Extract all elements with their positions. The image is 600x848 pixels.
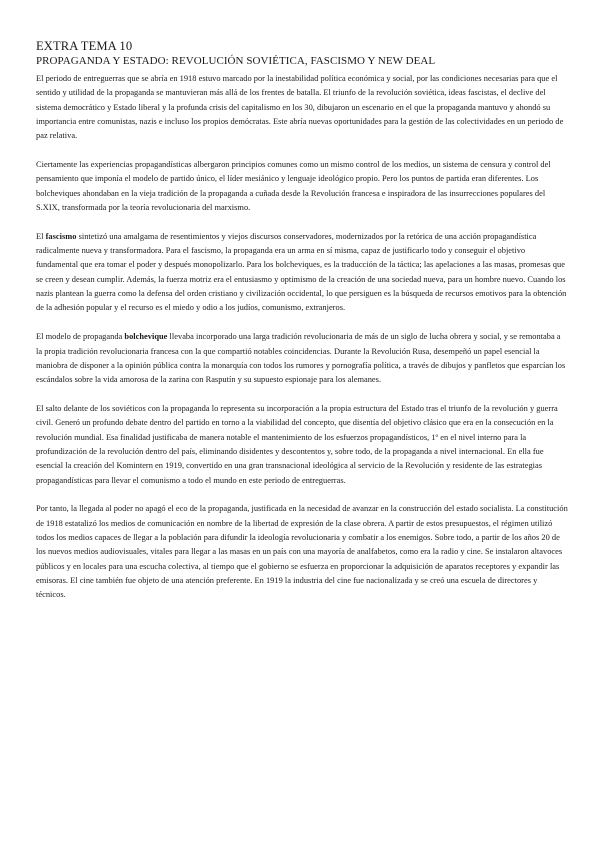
paragraph-text: llevaba incorporado una larga tradición revolucionaria de más de un siglo de lucha obrera y social, y se remontaba a la propia tradición revolucionaria francesa con la que compartió notables coincidencias. Durante la Revolución Rusa, desempeñó un papel esencial la maniobra de disponer a la opinión pública contra la monarquía con todos los rumores y pornografía política, a través de dibujos y panfletos que esparcían los escándalos sobre la vida amorosa de la zarina con Rasputín y su supuesto espionaje para los alemanes. <box>36 332 566 385</box>
paragraph-llegada-poder <box>36 502 568 602</box>
paragraph-text: sintetizó una amalgama de resentimientos y viejos discursos conservadores, modernizados por la retórica de una acción propagandística radicalmente nueva y transformadora. Para el fascismo, la propaganda era un arma en sí misma, capaz de justificarlo todo y conseguir el objetivo fundamental que era tomar el poder y después monopolizarlo. Para los bolcheviques, es la traducción de la táctica; las apelaciones a las masas, promesas que se creen y desean cumplir. Además, la fuerza motriz era el entusiasmo y optimismo de la creación de una sociedad nueva, para un hombre nuevo. Cuando los nazis plantean la guerra como la defensa del orden cristiano y civilización occidental, lo que persiguen es la búsqueda de recursos emotivos para la obtención de la adhesión popular y el recurso es el miedo y odio a los judíos, comunismo, extranjeros. <box>36 231 567 313</box>
document-subtitle: PROPAGANDA Y ESTADO: REVOLUCIÓN SOVIÉTICA, FASCISMO Y NEW DEAL <box>36 55 436 67</box>
document-page <box>36 38 568 617</box>
paragraph-text: El modelo de propaganda <box>36 332 125 342</box>
paragraph-experiencias <box>36 158 568 215</box>
paragraph-salto-sovietico <box>36 402 568 488</box>
paragraph-text: Por tanto, la llegada al poder no apagó el eco de la propaganda, justificada en la necesidad de avanzar en la construcción del estado socialista. La constitución de 1918 estatalizó los medios de comunicación en nombre de la libertad de expresión de la clase obrera. A partir de estos presupuestos, el régimen utilizó todos los medios capaces de llegar a la población para difundir la ideología revolucionaria y combatir a los enemigos. Sobre todo, a partir de los años 20 de los nuevos medios audiovisuales, vitales para llegar a las masas en un país con una mayoría de analfabetos, como era la radio y cine. Se instalaron altavoces públicos y en locales para una escucha colectiva, al tiempo que el gobierno se esfuerza en proporcionar la adquisición de aparatos receptores y expandir las emisoras. El cine también fue objeto de una atención preferente. En 1919 la industria del cine fue nacionalizada y se creó una escuela de directores y técnicos. <box>36 504 568 600</box>
paragraph-text: El <box>36 231 46 241</box>
paragraph-text: Ciertamente las experiencias propagandísticas albergaron principios comunes como un mismo control de los medios, un sistema de censura y control del pensamiento que imponía el modelo de partido único, el líder mesiánico y lenguaje ideológico propio. Pero los puntos de partida eran diferentes. Los bolcheviques ahondaban en la vieja tradición de la propaganda a cuñada desde la Revolución francesa e inspiradora de las insurrecciones populares del S.XIX, transformada por la teoría revolucionaria del marxismo. <box>36 160 551 212</box>
paragraph-fascismo <box>36 230 568 316</box>
paragraph-text: El salto delante de los soviéticos con la propaganda lo representa su incorporación a la propia estructura del Estado tras el triunfo de la revolución y guerra civil. Generó un profundo debate dentro del partido en torno a la viabilidad del concepto, que disentía del objetivo clásico que era en la consecución en la revolución mundial. Esa finalidad justificaba de manera notable el mantenimiento de los esfuerzos propagandísticos, 1º en el nivel interno para la profundización de la revolución dentro del país, eliminando disidentes y descontentos y, sobre todo, de la propaganda a nivel internacional. En ella fue esencial la creación del Komintern en 1919, convertido en una gran transnacional ideológica al servicio de la Revolución y residente de las estrategias propagandísticas para llevar el comunismo a todo el mundo en este periodo de entreguerras. <box>36 404 558 485</box>
paragraph-text: El periodo de entreguerras que se abría en 1918 estuvo marcado por la inestabilidad política económica y social, por las condiciones necesarias para que el sentido y utilidad de la propaganda se mantuvieran más allá de los frentes de batalla. El triunfo de la revolución soviética, ideas fascistas, el declive del sistema democrático y Estado liberal y la profunda crisis del capitalismo en los 30, dibujaron un escenario en el que la propaganda mantuvo y ahondó su importancia entre comunistas, nazis e incluso los propios demócratas. Este abría nuevas oportunidades para la gestión de las colectividades en un periodo de paz relativa. <box>36 74 564 141</box>
paragraph-bold-term: bolchevique <box>124 332 168 342</box>
paragraph-entreguerras <box>36 72 568 143</box>
paragraph-bold-term: fascismo <box>45 231 77 241</box>
document-title: EXTRA TEMA 10 <box>36 39 133 53</box>
paragraph-bolchevique <box>36 330 568 387</box>
